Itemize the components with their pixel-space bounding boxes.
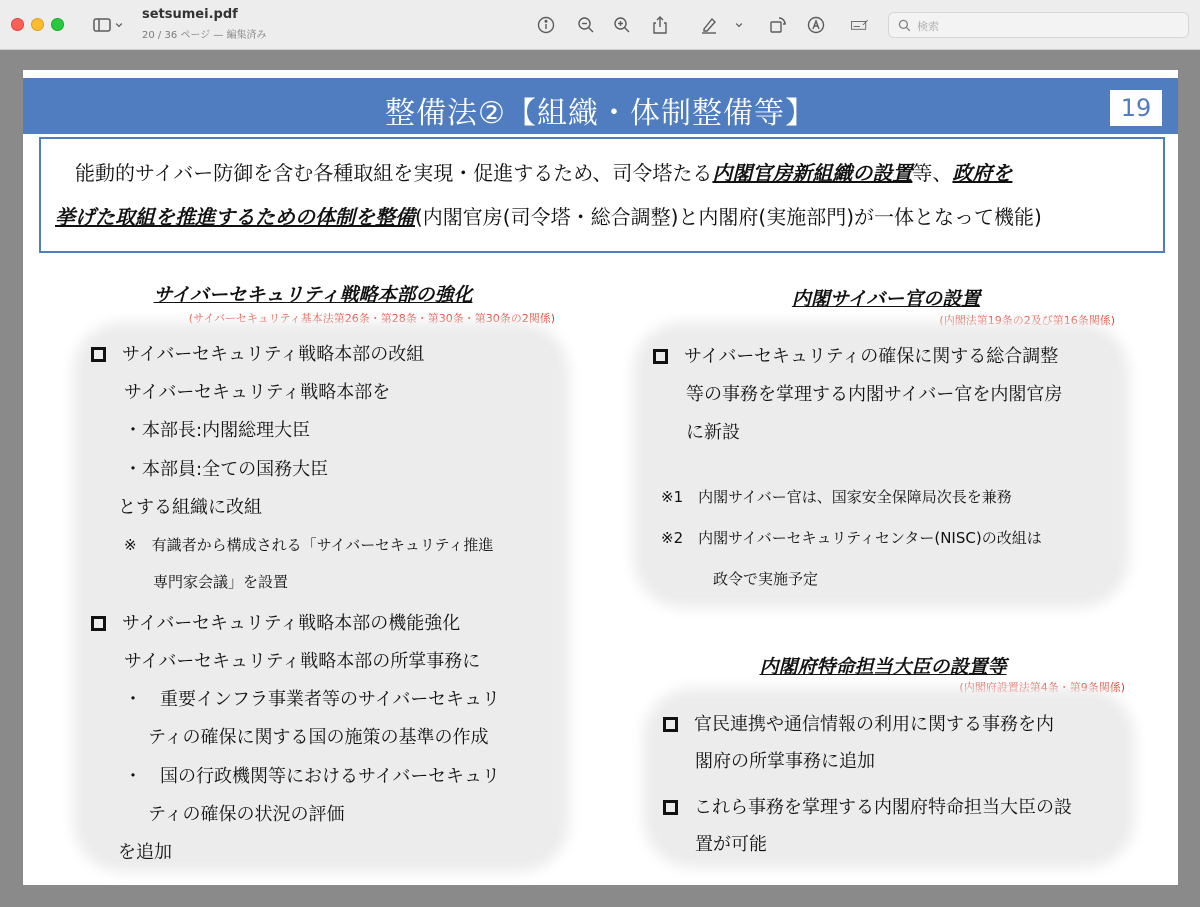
search-icon (897, 18, 913, 34)
left-line: サイバーセキュリティ戦略本部の改組 (91, 340, 424, 366)
left-line: ティの確保の状況の評価 (148, 804, 345, 825)
left-line: サイバーセキュリティ戦略本部を (124, 382, 391, 403)
right-top-line: ※1 内閣サイバー官は、国家安全保障局次長を兼務 (661, 488, 1012, 506)
document-subtitle: 20 / 36 ページ — 編集済み (142, 30, 267, 41)
right-top-ref: (内閣法第19条の2及び第16条関係) (939, 314, 1115, 327)
highlight-pen-icon[interactable] (697, 13, 721, 37)
minimize-window-button[interactable] (31, 18, 44, 31)
share-icon[interactable] (648, 13, 672, 37)
checkbox-square-icon (663, 800, 678, 815)
left-line: サイバーセキュリティ戦略本部の機能強化 (91, 609, 460, 635)
close-window-button[interactable] (11, 18, 24, 31)
checkbox-square-icon (91, 347, 106, 362)
left-line: サイバーセキュリティ戦略本部の所掌事務に (124, 651, 481, 672)
checkbox-square-icon (653, 349, 668, 364)
left-line: ※ 有識者から構成される「サイバーセキュリティ推進 (124, 536, 494, 554)
left-line: ・本部長:内閣総理大臣 (124, 420, 311, 441)
right-top-line: ※2 内閣サイバーセキュリティセンター(NISC)の改組は (661, 529, 1042, 547)
slide-page-number: 19 (1110, 90, 1162, 126)
intro-box (39, 137, 1165, 253)
slide-title-banner (23, 78, 1178, 134)
search-field[interactable] (888, 12, 1189, 38)
left-heading: サイバーセキュリティ戦略本部の強化 (153, 284, 473, 306)
zoom-in-icon[interactable] (610, 13, 634, 37)
rotate-icon[interactable] (766, 13, 790, 37)
slide-title: 整備法②【組織・体制整備等】 (385, 96, 816, 131)
right-bottom-line: 置が可能 (695, 834, 767, 855)
right-bottom-line: これら事務を掌理する内閣府特命担当大臣の設 (663, 793, 1072, 819)
left-line: ・ 国の行政機関等におけるサイバーセキュリ (124, 766, 501, 787)
chevron-down-icon[interactable] (112, 13, 126, 37)
right-top-heading: 内閣サイバー官の設置 (791, 288, 981, 310)
left-line: ・ 重要インフラ事業者等のサイバーセキュリ (124, 689, 501, 710)
search-input[interactable] (917, 17, 1177, 35)
right-bottom-line: 閣府の所掌事務に追加 (695, 751, 875, 772)
zoom-window-button[interactable] (51, 18, 64, 31)
checkbox-square-icon (91, 616, 106, 631)
zoom-out-icon[interactable] (574, 13, 598, 37)
chevron-down-icon[interactable] (732, 13, 746, 37)
left-line: ・本部員:全ての国務大臣 (124, 459, 329, 480)
left-line: 専門家会議」を設置 (153, 573, 289, 591)
left-ref: (サイバーセキュリティ基本法第26条・第28条・第30条・第30条の2関係) (188, 312, 555, 325)
window-toolbar (0, 0, 1200, 50)
right-bottom-ref: (内閣府設置法第4条・第9条関係) (959, 681, 1125, 694)
checkbox-square-icon (663, 717, 678, 732)
markup-icon[interactable] (804, 13, 828, 37)
right-top-line: 等の事務を掌理する内閣サイバー官を内閣官房 (686, 384, 1063, 405)
right-top-line: に新設 (686, 422, 740, 443)
right-top-line: サイバーセキュリティの確保に関する総合調整 (653, 342, 1058, 368)
left-line: を追加 (118, 842, 172, 863)
pdf-page (23, 70, 1178, 885)
sidebar-icon[interactable] (90, 13, 114, 37)
intro-line-1: 能動的サイバー防御を含む各種取組を実現・促進するため、司令塔たる内閣官房新組織の設置等、政府を (75, 161, 1013, 185)
right-bottom-line: 官民連携や通信情報の利用に関する事務を内 (663, 710, 1054, 736)
right-top-panel (643, 332, 1119, 598)
document-title: setsumei.pdf (142, 7, 238, 22)
signature-icon[interactable] (846, 13, 874, 37)
intro-line-2: 挙げた取組を推進するための体制を整備(内閣官房(司令塔・総合調整)と内閣府(実施部門)が一体となって機能) (55, 205, 1042, 229)
right-bottom-heading: 内閣府特命担当大臣の設置等 (759, 656, 1007, 678)
left-line: とする組織に改組 (118, 497, 262, 518)
left-line: ティの確保に関する国の施策の基準の作成 (148, 727, 489, 748)
info-icon[interactable] (534, 13, 558, 37)
right-top-line: 政令で実施予定 (713, 570, 819, 588)
